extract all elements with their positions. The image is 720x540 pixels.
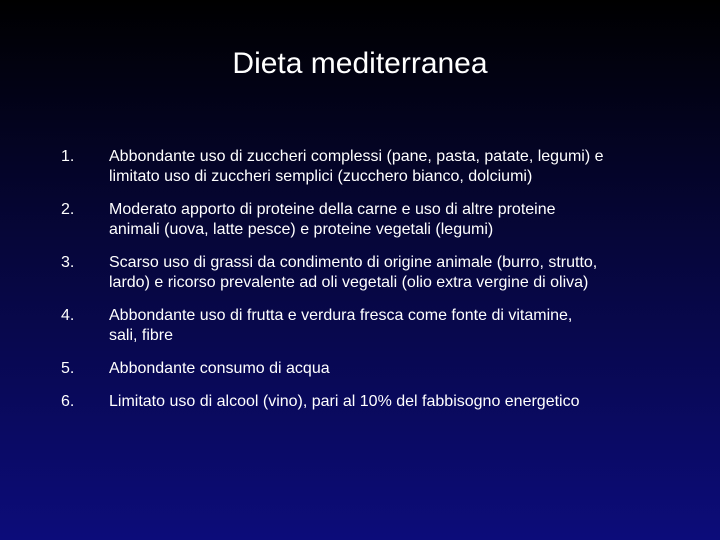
item-text	[109, 392, 679, 412]
item-text-line: Moderato apporto di proteine della carne e uso di altre proteine	[109, 201, 556, 218]
item-text-line: sali, fibre	[109, 327, 174, 344]
item-text-line: Abbondante uso di zuccheri complessi (pane, pasta, patate, legumi) e	[109, 148, 604, 165]
list-item	[0, 253, 720, 293]
item-text-line: Abbondante consumo di acqua	[109, 360, 330, 377]
item-text-line: lardo) e ricorso prevalente ad oli vegetali (olio extra vergine di oliva)	[109, 274, 589, 291]
item-text-line: limitato uso di zuccheri semplici (zucchero bianco, dolciumi)	[109, 168, 533, 185]
numbered-list	[0, 147, 720, 425]
item-number: 1.	[61, 148, 75, 165]
slide-title: Dieta mediterranea	[232, 47, 488, 80]
item-number: 4.	[61, 307, 75, 324]
item-number: 3.	[61, 254, 75, 271]
item-text	[109, 306, 679, 346]
item-text	[109, 253, 679, 293]
item-number: 5.	[61, 360, 75, 377]
list-item	[0, 200, 720, 240]
list-item	[0, 392, 720, 412]
item-text-line: Limitato uso di alcool (vino), pari al 10% del fabbisogno energetico	[109, 393, 580, 410]
item-number: 2.	[61, 201, 75, 218]
item-text-line: Abbondante uso di frutta e verdura fresca come fonte di vitamine,	[109, 307, 573, 324]
item-text-line: animali (uova, latte pesce) e proteine vegetali (legumi)	[109, 221, 494, 238]
list-item	[0, 147, 720, 187]
item-number: 6.	[61, 393, 75, 410]
item-text	[109, 359, 679, 379]
list-item	[0, 306, 720, 346]
list-item	[0, 359, 720, 379]
item-text	[109, 147, 679, 187]
item-text-line: Scarso uso di grassi da condimento di origine animale (burro, strutto,	[109, 254, 598, 271]
item-text	[109, 200, 679, 240]
